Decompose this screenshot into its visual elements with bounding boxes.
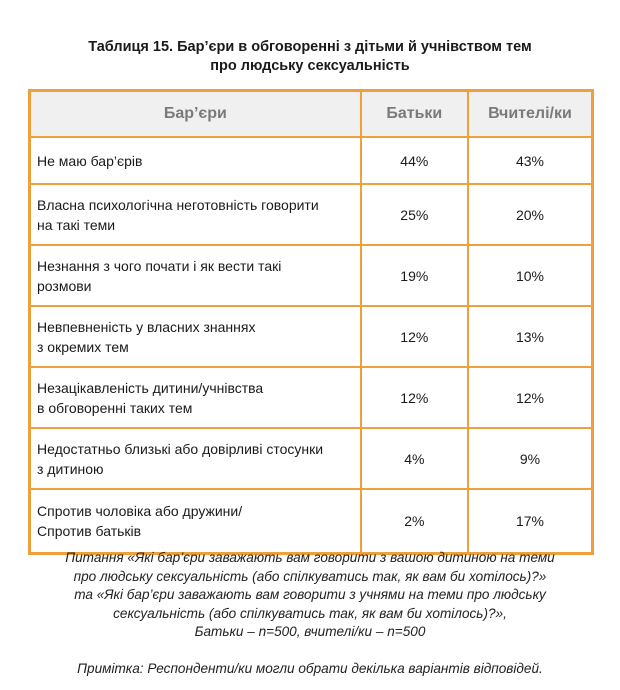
teachers-value: 12% bbox=[469, 368, 591, 429]
table-row bbox=[31, 307, 591, 368]
teachers-value: 10% bbox=[469, 246, 591, 307]
question-note-line: та «Які бар’єри заважають вам говорити з учнями на теми про людську bbox=[74, 587, 546, 602]
table-header-row bbox=[31, 92, 591, 138]
teachers-value: 17% bbox=[515, 513, 544, 529]
header-parents: Батьки bbox=[362, 92, 469, 138]
caption-line-1: Таблиця 15. Бар’єри в обговоренні з дітьми й учнівством тем bbox=[88, 39, 532, 55]
teachers-value: 9% bbox=[469, 429, 591, 490]
teachers-value: 43% bbox=[469, 138, 591, 185]
teachers-value: 13% bbox=[469, 307, 591, 368]
barrier-cell: Незнання з чого почати і як вести такі розмови bbox=[31, 246, 362, 307]
barrier-cell: Недостатньо близькі або довірливі стосунки з дитиною bbox=[31, 429, 362, 490]
barriers-table bbox=[28, 89, 594, 555]
remark-note bbox=[20, 660, 600, 679]
table-row bbox=[31, 368, 591, 429]
parents-value: 44% bbox=[362, 138, 469, 185]
question-note bbox=[20, 549, 600, 642]
barrier-cell: Не маю бар’єрів bbox=[31, 138, 362, 185]
table-row bbox=[31, 429, 591, 490]
header-barriers: Бар’єри bbox=[31, 92, 362, 138]
teachers-value: 20% bbox=[469, 185, 591, 246]
table-row bbox=[31, 246, 591, 307]
caption-line-2: про людську сексуальність bbox=[210, 58, 410, 74]
question-note-line: Батьки – n=500, вчителі/ки – n=500 bbox=[194, 624, 426, 639]
parents-value: 2% bbox=[362, 490, 469, 552]
header-teachers: Вчителі/ки bbox=[469, 92, 591, 138]
barrier-cell: Спротив чоловіка або дружини/ Спротив батьків bbox=[31, 490, 362, 552]
question-note-line: сексуальність (або спілкуватись так, як вам би хотілось)?», bbox=[113, 605, 507, 621]
parents-value: 12% bbox=[362, 368, 469, 429]
parents-value: 4% bbox=[362, 429, 469, 490]
table-row bbox=[31, 138, 591, 185]
barrier-cell: Власна психологічна неготовність говорити на такі теми bbox=[31, 185, 362, 246]
question-note-line: про людську сексуальність (або спілкуватись так, як вам би хотілось)?» bbox=[73, 568, 547, 584]
parents-value: 12% bbox=[362, 307, 469, 368]
table-row bbox=[31, 490, 591, 552]
question-note-line: Питання «Які бар’єри заважають вам говорити з вашою дитиною на теми bbox=[65, 550, 555, 565]
barrier-cell: Невпевненість у власних знаннях з окремих тем bbox=[31, 307, 362, 368]
parents-value: 25% bbox=[362, 185, 469, 246]
remark-text: Примітка: Респонденти/ки могли обрати декілька варіантів відповідей. bbox=[77, 661, 543, 676]
barrier-cell: Незацікавленість дитини/учнівства в обговоренні таких тем bbox=[31, 368, 362, 429]
table-caption bbox=[60, 38, 560, 76]
parents-value: 19% bbox=[362, 246, 469, 307]
table-row bbox=[31, 185, 591, 246]
